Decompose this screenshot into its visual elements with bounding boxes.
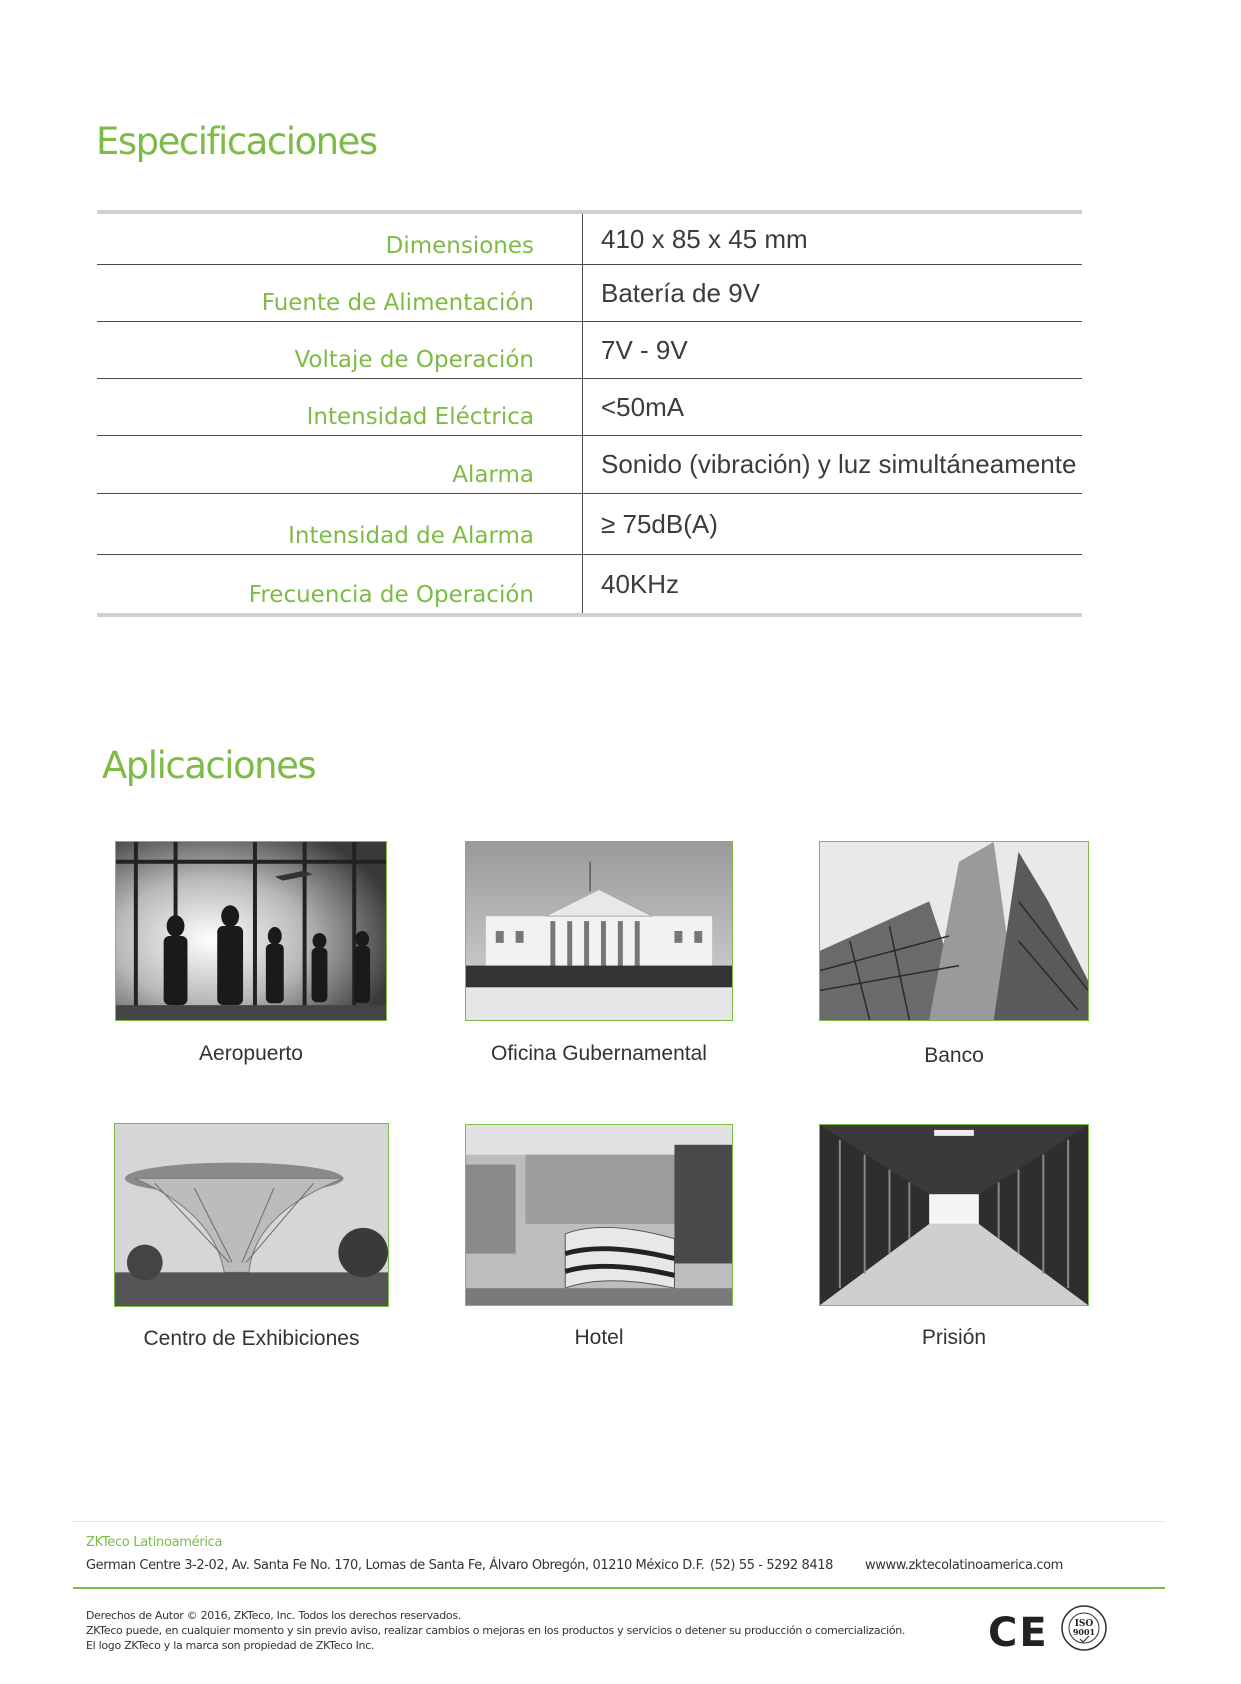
footer-address: German Centre 3-2-02, Av. Santa Fe No. 170, Lomas de Santa Fe, Álvaro Obregón, 01210 México D.F. — [86, 1558, 705, 1573]
table-row — [97, 214, 1082, 265]
legal-notice — [86, 1608, 905, 1653]
application-label: Centro de Exhibiciones — [143, 1327, 360, 1350]
spec-label: Intensidad Eléctrica — [306, 404, 534, 430]
footer-phone: (52) 55 - 5292 8418 — [710, 1558, 834, 1573]
application-label: Hotel — [574, 1326, 624, 1349]
application-label: Oficina Gubernamental — [491, 1042, 707, 1065]
specs-title: Especificaciones — [96, 120, 377, 163]
ce-mark-icon: CE — [988, 1610, 1049, 1656]
spec-value: 410 x 85 x 45 mm — [582, 214, 1082, 264]
footer-website[interactable]: wwww.zktecolatinoamerica.com — [865, 1558, 1063, 1573]
table-row — [97, 494, 1082, 555]
iso-label: ISO — [1074, 1619, 1094, 1629]
bank-skyscraper-photo — [819, 841, 1089, 1021]
table-row — [97, 436, 1082, 494]
spec-label: Frecuencia de Operación — [248, 582, 534, 608]
spec-value: 7V - 9V — [582, 322, 1082, 378]
spec-label: Dimensiones — [385, 233, 534, 259]
footer-company: ZKTeco Latinoamérica — [86, 1535, 223, 1550]
spec-label: Alarma — [452, 462, 534, 488]
prison-corridor-photo — [819, 1124, 1089, 1306]
footer-divider — [73, 1521, 1165, 1522]
table-row — [97, 265, 1082, 322]
spec-value: Batería de 9V — [582, 265, 1082, 321]
application-card — [819, 1124, 1089, 1349]
specs-table — [97, 210, 1082, 617]
application-card — [465, 841, 733, 1065]
government-building-photo — [465, 841, 733, 1021]
disclaimer-text: ZKTeco puede, en cualquier momento y sin previo aviso, realizar cambios o mejoras en los productos y servicios o detener su producción o comercialización. — [86, 1624, 906, 1637]
exhibition-center-photo — [114, 1123, 389, 1307]
application-card — [465, 1124, 733, 1349]
spec-label: Voltaje de Operación — [294, 347, 534, 373]
footer-divider-green — [73, 1587, 1165, 1589]
iso-9001-seal-icon — [1060, 1604, 1108, 1652]
spec-label: Intensidad de Alarma — [288, 523, 534, 549]
applications-title: Aplicaciones — [102, 744, 316, 787]
spec-value: <50mA — [582, 379, 1082, 435]
application-label: Banco — [924, 1044, 984, 1067]
iso-number: 9001 — [1072, 1627, 1096, 1637]
application-card — [819, 841, 1089, 1067]
table-row — [97, 322, 1082, 379]
trademark-text: El logo ZKTeco y la marca son propiedad de ZKTeco Inc. — [86, 1639, 375, 1652]
copyright-text: Derechos de Autor © 2016, ZKTeco, Inc. Todos los derechos reservados. — [86, 1609, 461, 1622]
hotel-lobby-photo — [465, 1124, 733, 1306]
table-row — [97, 379, 1082, 436]
table-row — [97, 555, 1082, 613]
application-card — [114, 1123, 389, 1350]
spec-value: ≥ 75dB(A) — [582, 494, 1082, 554]
application-label: Prisión — [921, 1326, 987, 1349]
spec-label: Fuente de Alimentación — [261, 290, 534, 316]
application-label: Aeropuerto — [199, 1042, 303, 1065]
spec-value: 40KHz — [582, 555, 1082, 613]
spec-value: Sonido (vibración) y luz simultáneamente — [582, 436, 1082, 493]
application-card — [115, 841, 387, 1065]
airport-photo — [115, 841, 387, 1021]
